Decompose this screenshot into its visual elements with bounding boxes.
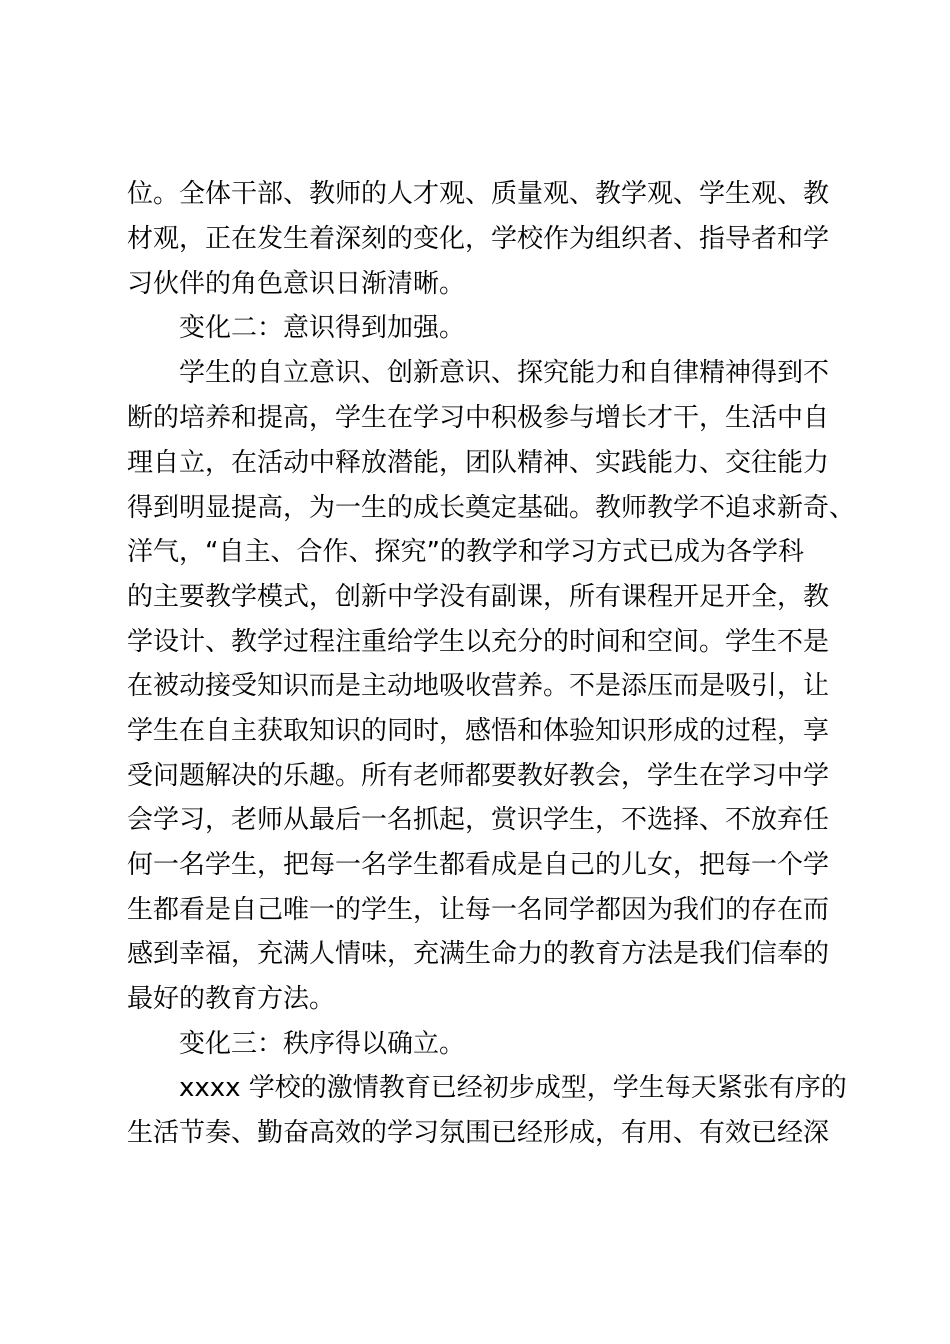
text-line: 材观，正在发生着深刻的变化，学校作为组织者、指导者和学 [127, 224, 830, 254]
text-line: 学生在自主获取知识的同时，感悟和体验知识形成的过程，享 [127, 716, 830, 746]
text-line: 最好的教育方法。 [127, 984, 336, 1014]
text-line: 生活节奏、勤奋高效的学习氛围已经形成，有用、有效已经深 [127, 1118, 830, 1148]
section-heading: 变化三：秩序得以确立。 [179, 1029, 466, 1059]
text-line: 受问题解决的乐趣。所有老师都要教好教会，学生在学习中学 [127, 761, 830, 791]
text-line: 洋气，“自主、合作、探究”的教学和学习方式已成为各学科 [127, 537, 804, 567]
text-line: 理自立，在活动中释放潜能，团队精神、实践能力、交往能力 [127, 448, 830, 478]
text-line: 习伙伴的角色意识日渐清晰。 [127, 269, 466, 299]
text-line: 生都看是自己唯一的学生，让每一名同学都因为我们的存在而 [127, 895, 830, 925]
text-line: xxxx 学校的激情教育已经初步成型，学生每天紧张有序的 [179, 1073, 847, 1103]
text-line: 在被动接受知识而是主动地吸收营养。不是添压而是吸引，让 [127, 671, 830, 701]
text-line: 学设计、教学过程注重给学生以充分的时间和空间。学生不是 [127, 627, 830, 657]
text-line: 得到明显提高，为一生的成长奠定基础。教师教学不追求新奇、 [127, 493, 856, 523]
text-line: 的主要教学模式，创新中学没有副课，所有课程开足开全，教 [127, 582, 830, 612]
text-line: 何一名学生，把每一名学生都看成是自己的儿女，把每一个学 [127, 850, 830, 880]
text-line: 学生的自立意识、创新意识、探究能力和自律精神得到不 [179, 358, 830, 388]
text-line: 会学习，老师从最后一名抓起，赏识学生，不选择、不放弃任 [127, 805, 830, 835]
text-line: 感到幸福，充满人情味，充满生命力的教育方法是我们信奉的 [127, 939, 830, 969]
section-heading: 变化二：意识得到加强。 [179, 313, 466, 343]
text-line: 断的培养和提高，学生在学习中积极参与增长才干，生活中自 [127, 403, 830, 433]
text-line: 位。全体干部、教师的人才观、质量观、教学观、学生观、教 [127, 179, 830, 209]
